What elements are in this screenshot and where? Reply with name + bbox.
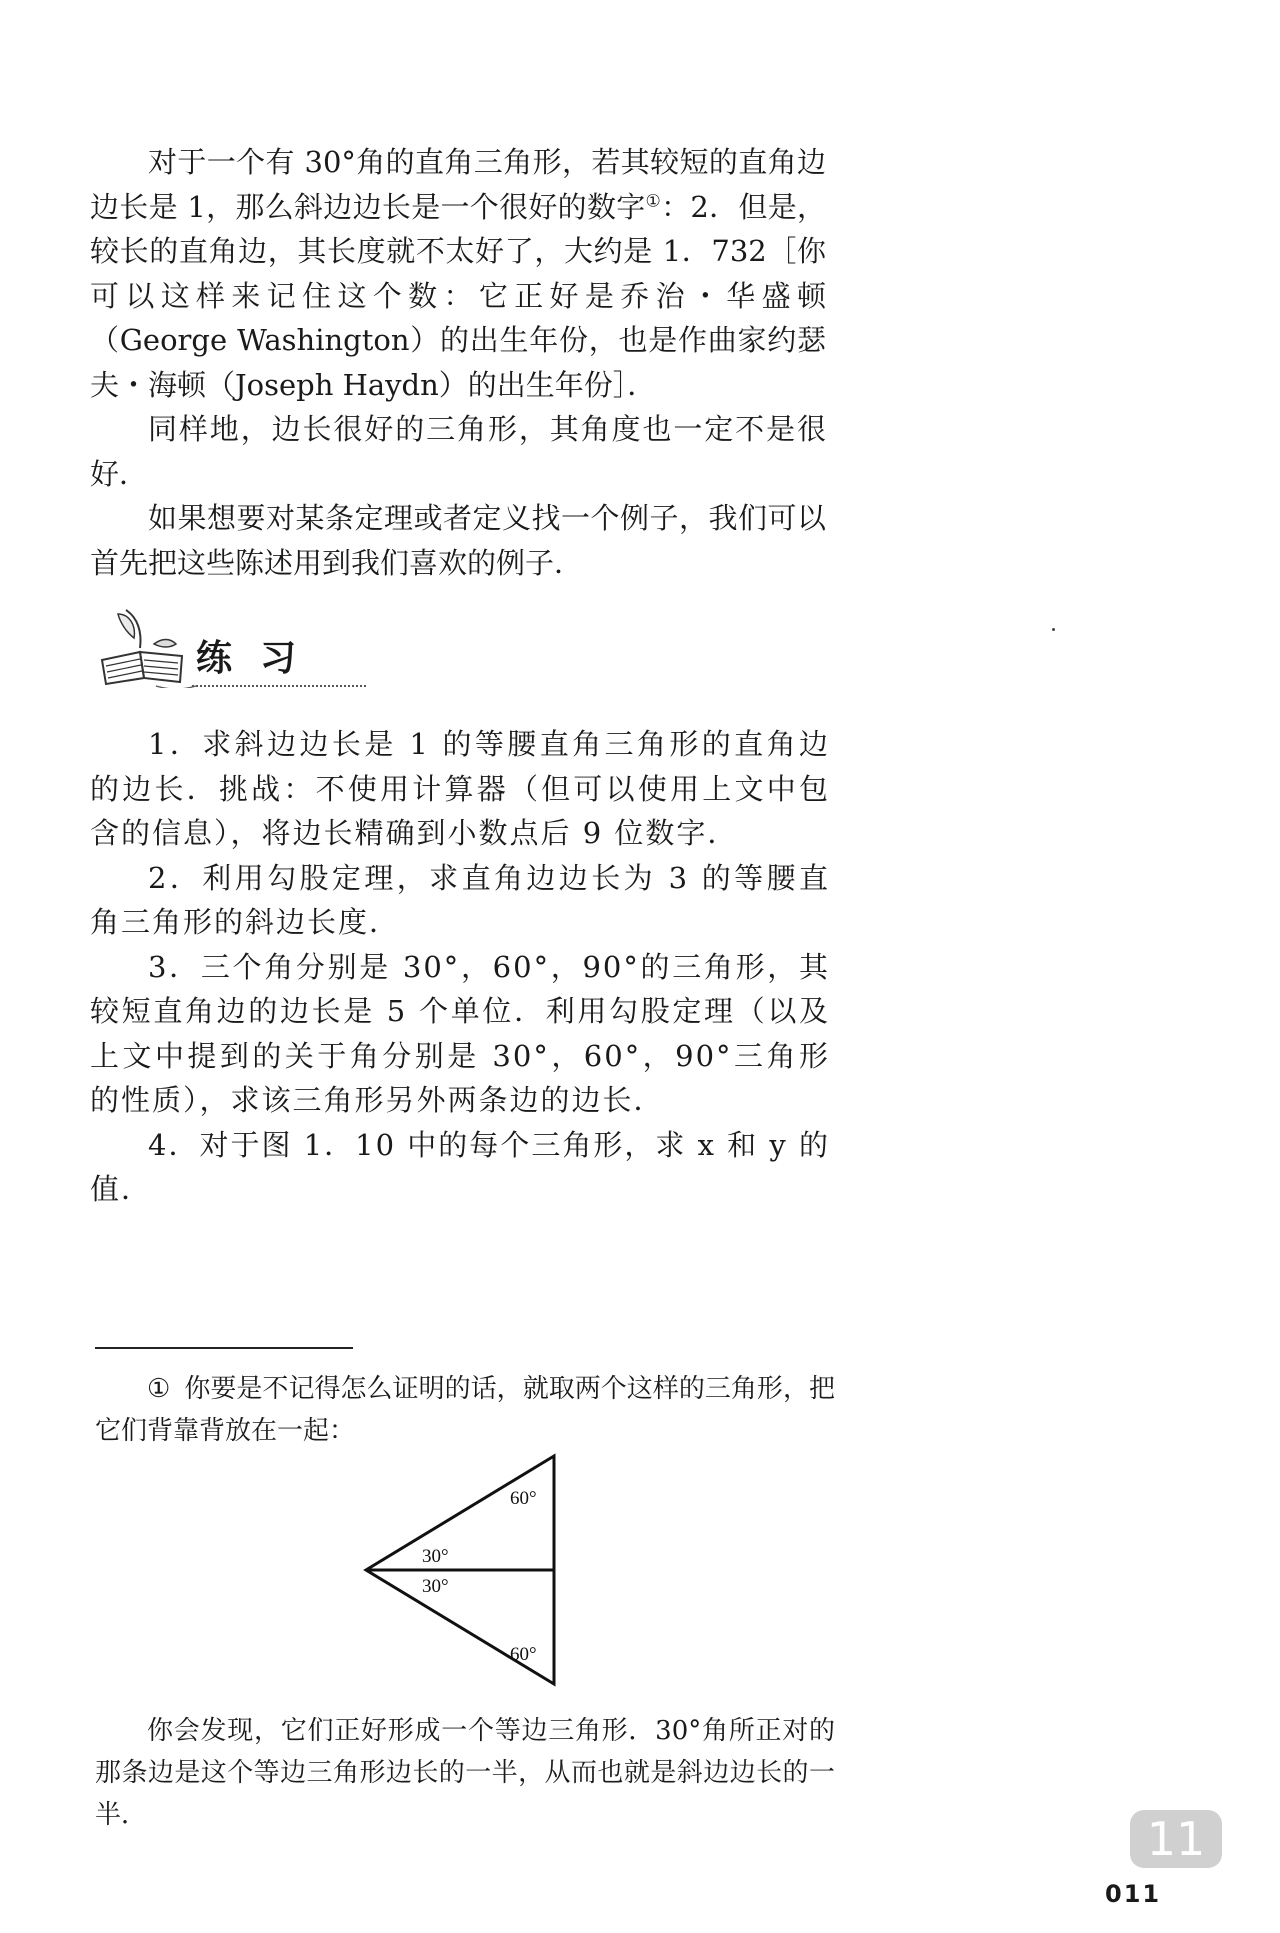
footnote-part-2	[95, 1710, 835, 1836]
paragraph-1: 对于一个有 30°角的直角三角形，若其较短的直角边边长是 1，那么斜边边长是一个很好的数字①：2．但是，较长的直角边，其长度就不太好了，大约是 1．732［你可以这样来记住这个数：它正好是乔治・华盛顿（George Washington）的出生年份，也是作曲家约瑟夫・海顿（Joseph Haydn）的出生年份］．	[90, 145, 827, 402]
stray-dot	[1052, 628, 1055, 631]
exercise-list	[90, 722, 830, 1212]
footnote-text-1: 你要是不记得怎么证明的话，就取两个这样的三角形，把它们背靠背放在一起：	[95, 1374, 835, 1446]
paragraph-2: 同样地，边长很好的三角形，其角度也一定不是很好．	[90, 412, 826, 491]
exercise-item-4: 4．对于图 1．10 中的每个三角形，求 x 和 y 的值．	[90, 1127, 830, 1206]
exercise-item-3: 3．三个角分别是 30°，60°，90°的三角形，其较短直角边的边长是 5 个单位．利用勾股定理（以及上文中提到的关于角分别是 30°，60°，90°三角形的性质），求该三角形另外两条边的边长．	[90, 949, 830, 1117]
angle-label-bottom-30: 30°	[422, 1576, 449, 1597]
footnote-mark: ①	[147, 1374, 171, 1404]
page-badge: 11	[1130, 1810, 1222, 1868]
paragraph-3: 如果想要对某条定理或者定义找一个例子，我们可以首先把这些陈述用到我们喜欢的例子．	[90, 501, 826, 580]
exercise-item-1: 1．求斜边边长是 1 的等腰直角三角形的直角边的边长．挑战：不使用计算器（但可以使用上文中包含的信息），将边长精确到小数点后 9 位数字．	[90, 727, 830, 850]
footnote-part-1	[95, 1368, 835, 1452]
heading-divider	[192, 685, 366, 687]
exercise-item-2: 2．利用勾股定理，求直角边边长为 3 的等腰直角三角形的斜边长度．	[90, 860, 830, 939]
main-text	[90, 140, 826, 585]
angle-label-bottom-60: 60°	[510, 1644, 537, 1665]
exercise-title: 练习	[196, 638, 325, 679]
footnote-text-2: 你会发现，它们正好形成一个等边三角形．30°角所正对的那条边是这个等边三角形边长的一半，从而也就是斜边边长的一半．	[95, 1716, 835, 1830]
triangle-figure	[360, 1450, 580, 1690]
angle-label-top-60: 60°	[510, 1488, 537, 1509]
footnote-divider	[95, 1347, 353, 1349]
page-number: 011	[1105, 1880, 1162, 1908]
book-quill-icon	[96, 608, 196, 688]
footnote-ref[interactable]: ①	[645, 190, 662, 211]
exercise-heading	[96, 608, 416, 704]
angle-label-top-30: 30°	[422, 1546, 449, 1567]
